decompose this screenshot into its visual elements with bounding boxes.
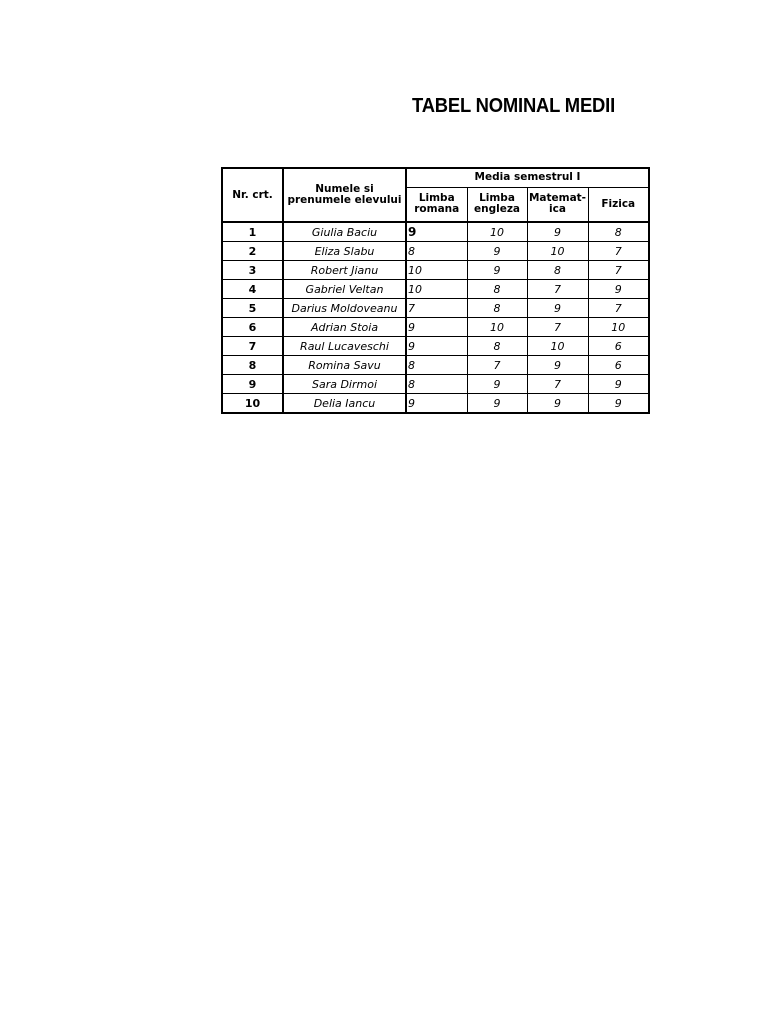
grade-cell: 6 [588, 337, 649, 356]
grade-cell: 10 [588, 318, 649, 337]
header-subject-fizica: Fizica [588, 187, 649, 222]
grade-cell: 9 [406, 222, 467, 242]
grade-cell: 9 [406, 318, 467, 337]
table-row [222, 356, 649, 375]
student-name: Delia Iancu [283, 394, 406, 414]
grade-cell: 9 [467, 261, 527, 280]
grade-cell: 8 [527, 261, 588, 280]
grade-cell: 9 [588, 280, 649, 299]
row-number: 1 [222, 222, 283, 242]
grade-cell: 7 [527, 318, 588, 337]
grade-cell: 7 [588, 299, 649, 318]
table-row [222, 299, 649, 318]
student-name: Darius Moldoveanu [283, 299, 406, 318]
grade-cell: 9 [527, 222, 588, 242]
table-row [222, 280, 649, 299]
student-name: Giulia Baciu [283, 222, 406, 242]
header-subject-romana: Limba romana [406, 187, 467, 222]
table-body [222, 222, 649, 413]
student-name: Gabriel Veltan [283, 280, 406, 299]
grade-cell: 9 [467, 242, 527, 261]
student-name: Raul Lucaveschi [283, 337, 406, 356]
table-row [222, 261, 649, 280]
header-subject-matematica: Matemat-ica [527, 187, 588, 222]
row-number: 9 [222, 375, 283, 394]
student-name: Robert Jianu [283, 261, 406, 280]
student-name: Romina Savu [283, 356, 406, 375]
grade-cell: 9 [588, 394, 649, 414]
grade-cell: 8 [406, 356, 467, 375]
student-name: Eliza Slabu [283, 242, 406, 261]
grade-cell: 6 [588, 356, 649, 375]
grade-cell: 8 [467, 337, 527, 356]
grade-cell: 10 [527, 337, 588, 356]
grade-cell: 8 [467, 299, 527, 318]
grade-cell: 10 [406, 280, 467, 299]
grade-cell: 10 [467, 222, 527, 242]
table-row [222, 242, 649, 261]
table-row [222, 318, 649, 337]
grade-cell: 8 [588, 222, 649, 242]
row-number: 3 [222, 261, 283, 280]
table-row [222, 337, 649, 356]
page-title: TABEL NOMINAL MEDII [412, 95, 616, 117]
grade-cell: 8 [406, 242, 467, 261]
grade-cell: 10 [406, 261, 467, 280]
row-number: 10 [222, 394, 283, 414]
row-number: 8 [222, 356, 283, 375]
header-subject-engleza: Limba engleza [467, 187, 527, 222]
grade-cell: 9 [527, 394, 588, 414]
grade-cell: 7 [588, 261, 649, 280]
table-row [222, 394, 649, 414]
grade-cell: 9 [588, 375, 649, 394]
grade-cell: 9 [527, 356, 588, 375]
grade-cell: 8 [467, 280, 527, 299]
grade-cell: 9 [406, 394, 467, 414]
student-name: Adrian Stoia [283, 318, 406, 337]
grade-cell: 10 [467, 318, 527, 337]
row-number: 6 [222, 318, 283, 337]
grade-cell: 7 [467, 356, 527, 375]
header-name: Numele si prenumele elevului [283, 168, 406, 222]
header-nr: Nr. crt. [222, 168, 283, 222]
grade-cell: 7 [588, 242, 649, 261]
grade-cell: 7 [527, 280, 588, 299]
row-number: 4 [222, 280, 283, 299]
grade-cell: 8 [406, 375, 467, 394]
grade-cell: 7 [406, 299, 467, 318]
row-number: 7 [222, 337, 283, 356]
student-name: Sara Dirmoi [283, 375, 406, 394]
grade-cell: 9 [406, 337, 467, 356]
row-number: 5 [222, 299, 283, 318]
row-number: 2 [222, 242, 283, 261]
grade-cell: 9 [527, 299, 588, 318]
table-row [222, 222, 649, 242]
table-row [222, 375, 649, 394]
grades-table [221, 167, 650, 414]
grade-cell: 7 [527, 375, 588, 394]
grade-cell: 9 [467, 394, 527, 414]
header-group: Media semestrul I [406, 168, 649, 187]
grade-cell: 9 [467, 375, 527, 394]
grade-cell: 10 [527, 242, 588, 261]
